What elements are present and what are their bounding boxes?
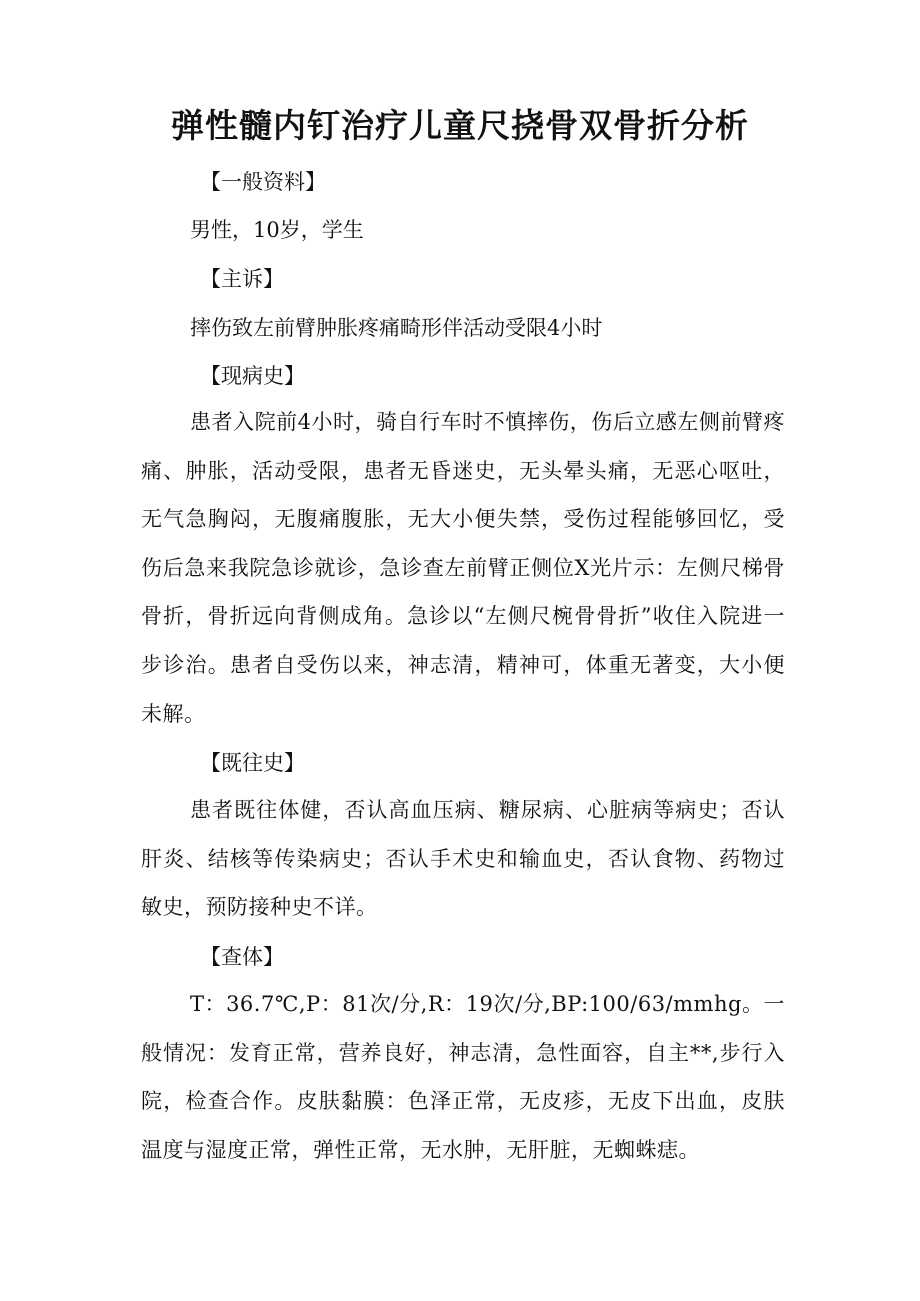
section-heading-general: 【一般资料】 bbox=[200, 170, 326, 194]
section-text-physical-exam: T：36.7℃,P：81次/分,R：19次/分,BP:100/63/mmhg。一般情况：发育正常，营养良好，神志清，急性面容，自主**,步行入院，检查合作。皮肤黏膜：色泽正常，无皮疹，无皮下出血，皮肤温度与湿度正常，弹性正常，无水肿，无肝脏，无蜘蛛痣。 bbox=[141, 992, 785, 1162]
section-text-complaint: 摔伤致左前臂肿胀疼痛畸形伴活动受限4小时 bbox=[190, 316, 603, 340]
document-title: 弹性髓内钉治疗儿童尺挠骨双骨折分析 bbox=[171, 106, 749, 145]
section-text-general: 男性，10岁，学生 bbox=[190, 218, 364, 242]
section-heading-present-illness: 【现病史】 bbox=[200, 364, 305, 388]
section-text-past-history: 患者既往体健，否认高血压病、糖尿病、心脏病等病史；否认肝炎、结核等传染病史；否认手术史和输血史，否认食物、药物过敏史，预防接种史不详。 bbox=[141, 798, 785, 920]
section-heading-physical-exam: 【查体】 bbox=[200, 945, 284, 969]
section-text-present-illness: 患者入院前4小时，骑自行车时不慎摔伤，伤后立感左侧前臂疼痛、肿胀，活动受限，患者无昏迷史，无头晕头痛，无恶心呕吐，无气急胸闷，无腹痛腹胀，无大小便失禁，受伤过程能够回忆，受伤后急来我院急诊就诊，急诊查左前臂正侧位X光片示：左侧尺梯骨骨折，骨折远向背侧成角。急诊以“左侧尺椀骨骨折”收住入院进一步诊治。患者自受伤以来，神志清，精神可，体重无著变，大小便未解。 bbox=[141, 410, 785, 726]
section-heading-past-history: 【既往史】 bbox=[200, 751, 305, 775]
section-heading-complaint: 【主诉】 bbox=[200, 267, 284, 291]
